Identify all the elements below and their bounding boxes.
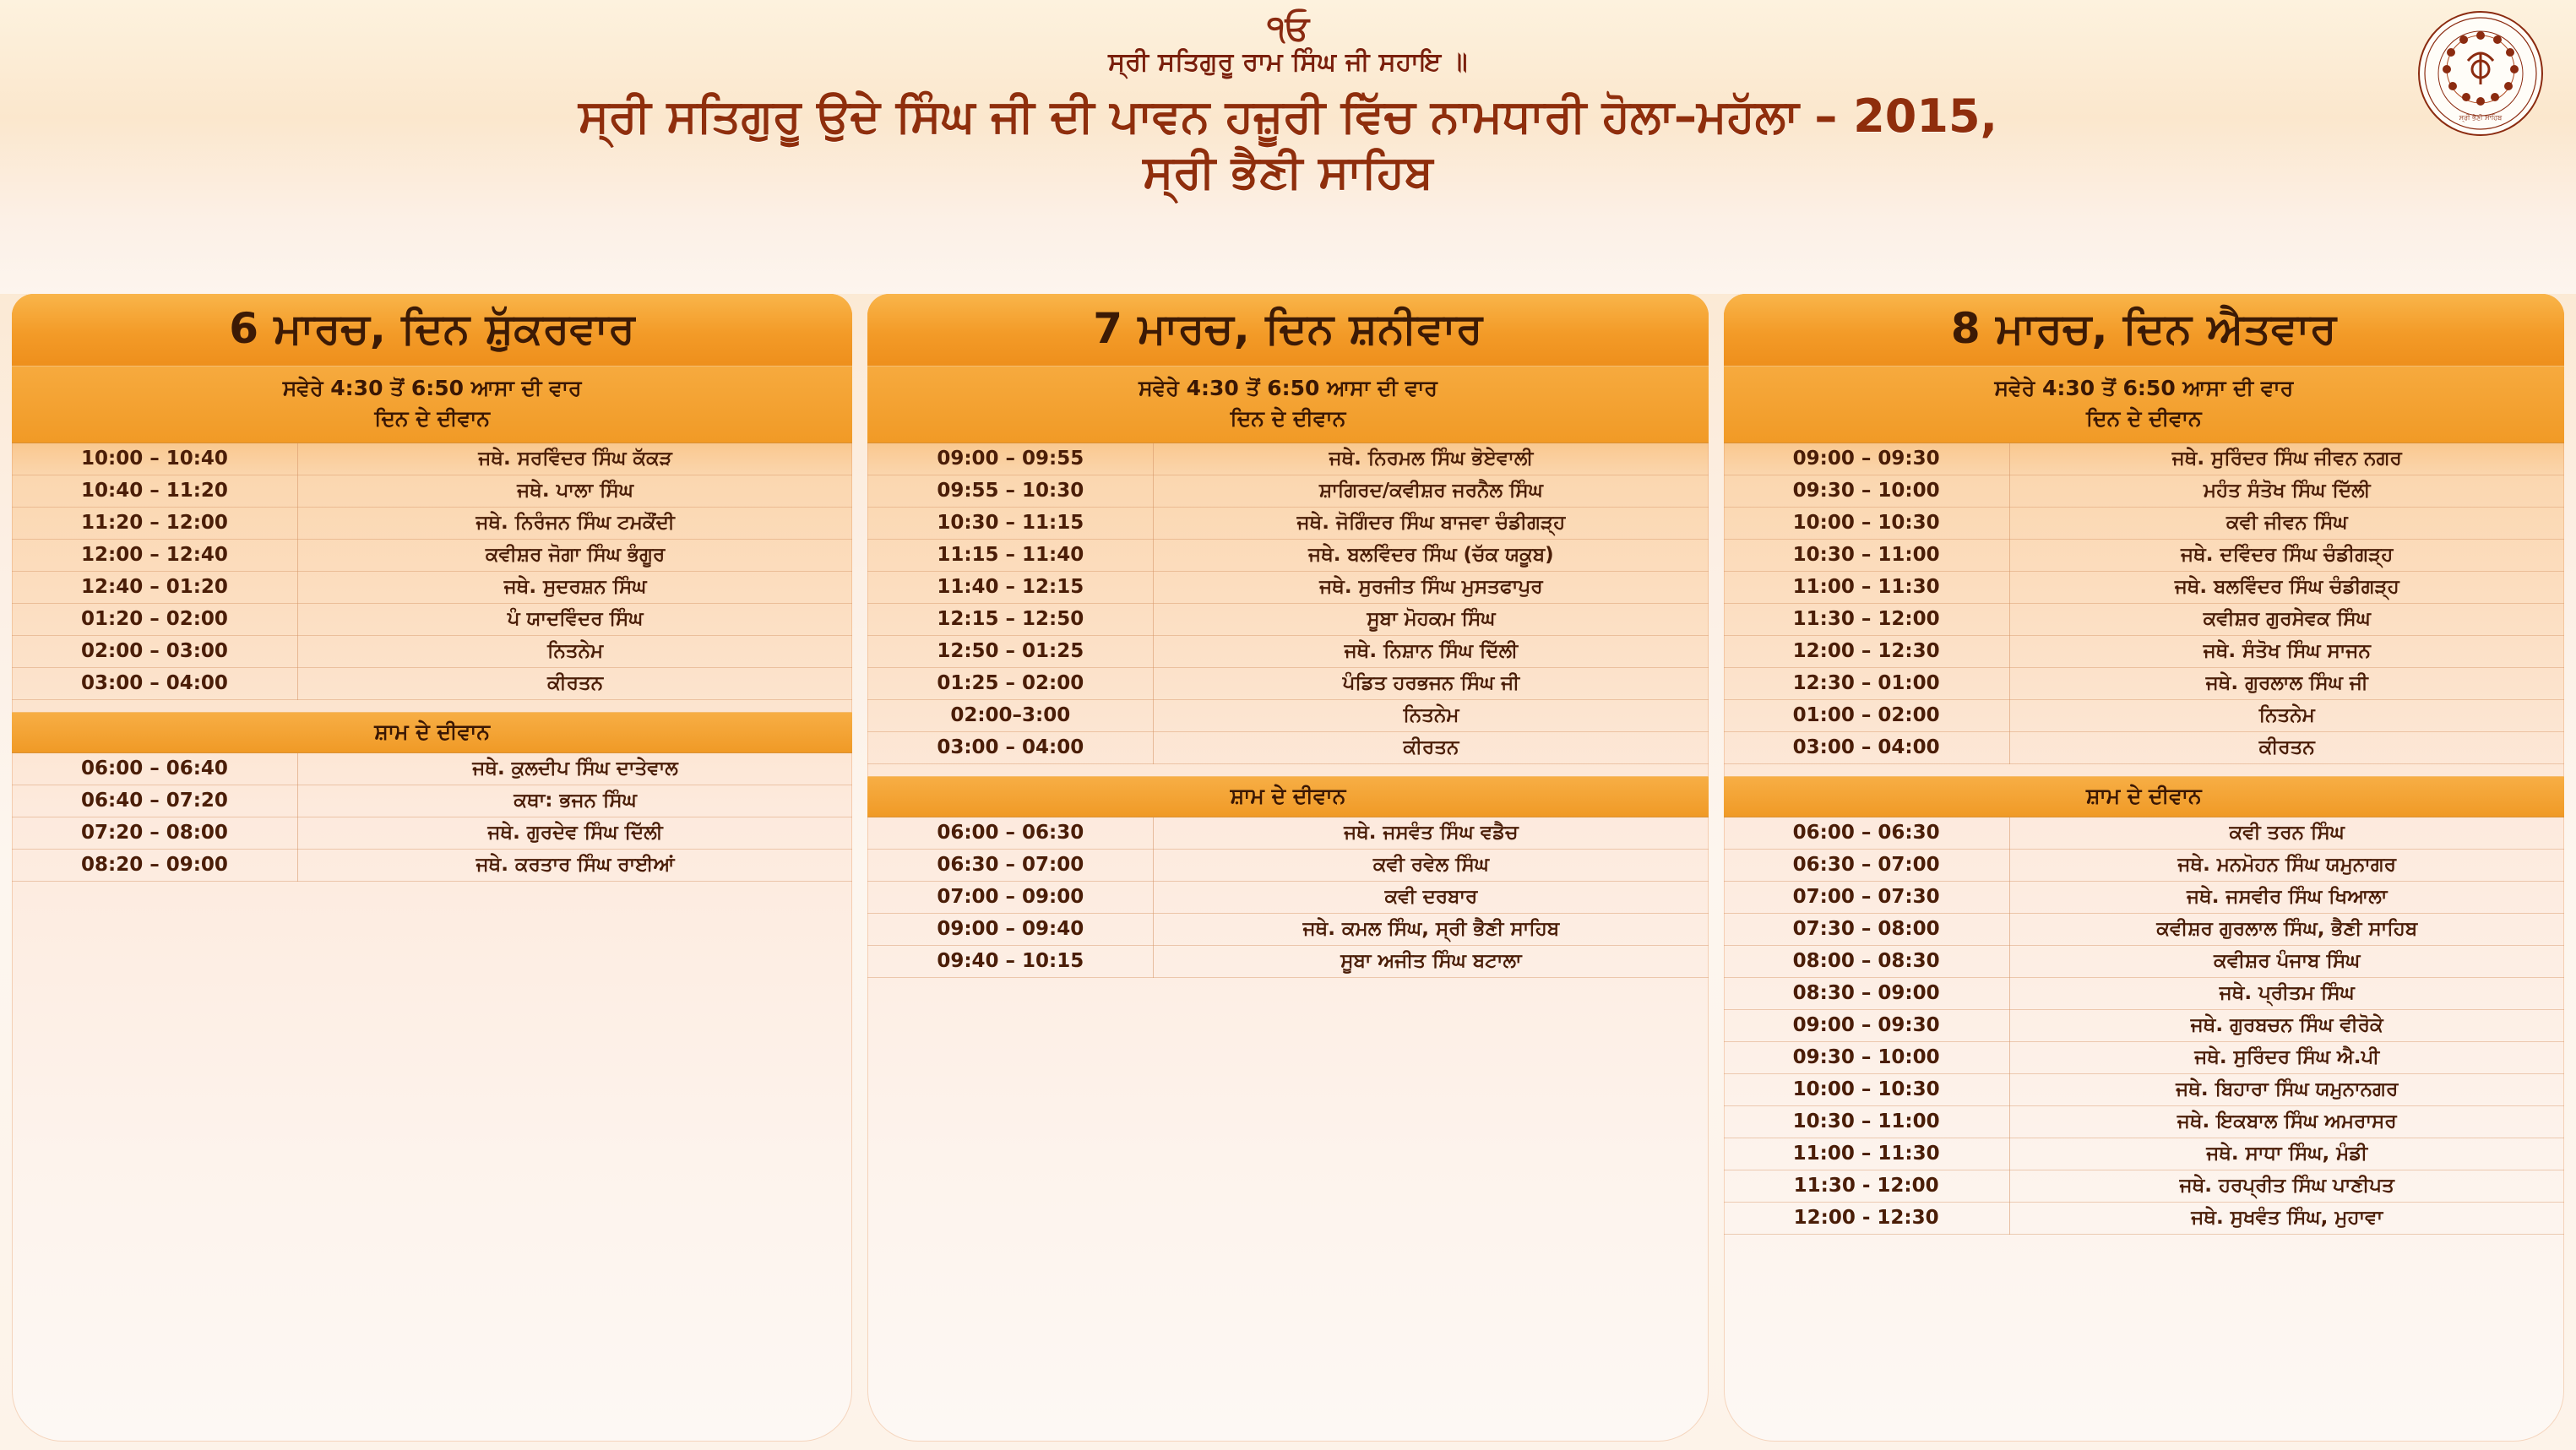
row-name: ਕਵੀਸ਼ਰ ਗੁਰਲਾਲ ਸਿੰਘ, ਭੈਣੀ ਸਾਹਿਬ: [2009, 913, 2564, 945]
row-time: 09:00 – 09:40: [867, 913, 1153, 945]
page-title-line1: ਸ੍ਰੀ ਸਤਿਗੁਰੂ ਉਦੇ ਸਿੰਘ ਜੀ ਦੀ ਪਾਵਨ ਹਜ਼ੂਰੀ ਵਿੱਚ ਨਾਮਧਾਰੀ ਹੋਲਾ–ਮਹੱਲਾ – 2015,: [578, 90, 1998, 143]
row-name: ਕੀਰਤਨ: [1154, 731, 1709, 763]
row-time: 01:25 – 02:00: [867, 667, 1153, 699]
row-name: ਜਥੇ. ਸੁਰਜੀਤ ਸਿੰਘ ਮੁਸਤਫਾਪੁਰ: [1154, 571, 1709, 603]
table-row: [1724, 603, 2564, 635]
row-time: 07:00 – 09:00: [867, 881, 1153, 913]
table-row: [12, 475, 852, 507]
table-row: [1724, 635, 2564, 667]
table-row: [867, 817, 1708, 850]
asa-di-var-line-2: ਸਵੇਰੇ 4:30 ਤੋਂ 6:50 ਆਸਾ ਦੀ ਵਾਰ: [1139, 376, 1437, 400]
row-name: ਨਿਤਨੇਮ: [2009, 699, 2564, 731]
row-time: 12:15 – 12:50: [867, 603, 1153, 635]
row-name: ਜਥੇ. ਕੁਲਦੀਪ ਸਿੰਘ ਦਾਤੇਵਾਲ: [297, 753, 852, 785]
row-time: 03:00 – 04:00: [1724, 731, 2009, 763]
row-time: 02:00 – 03:00: [12, 635, 297, 667]
row-time: 03:00 – 04:00: [867, 731, 1153, 763]
row-name: ਕਵੀ ਦਰਬਾਰ: [1154, 881, 1709, 913]
row-name: ਜਥੇ. ਬਲਵਿੰਦਰ ਸਿੰਘ ਚੰਡੀਗੜ੍ਹ: [2009, 571, 2564, 603]
row-time: 11:30 - 12:00: [1724, 1170, 2009, 1202]
morning-table-1: [12, 443, 852, 700]
row-time: 10:40 – 11:20: [12, 475, 297, 507]
ik-onkar-symbol: ੧ਓ: [1266, 9, 1310, 48]
table-row: [867, 571, 1708, 603]
row-name: ਜਥੇ. ਕਰਤਾਰ ਸਿੰਘ ਰਾਈਆਂ: [297, 849, 852, 881]
row-name: ਜਥੇ. ਜਸਵੀਰ ਸਿੰਘ ਖਿਆਲਾ: [2009, 881, 2564, 913]
table-row: [1724, 977, 2564, 1009]
table-row: [867, 475, 1708, 507]
row-name: ਜਥੇ. ਸੁਰਿੰਦਰ ਸਿੰਘ ਐ.ਪੀ: [2009, 1041, 2564, 1073]
table-row: [1724, 507, 2564, 539]
day-band-1: [12, 366, 852, 443]
table-row: [867, 667, 1708, 699]
table-row: [12, 507, 852, 539]
row-time: 11:20 – 12:00: [12, 507, 297, 539]
table-row: [867, 913, 1708, 945]
row-name: ਕਵੀਸ਼ਰ ਪੰਜਾਬ ਸਿੰਘ: [2009, 945, 2564, 977]
row-time: 09:30 – 10:00: [1724, 475, 2009, 507]
row-time: 07:00 – 07:30: [1724, 881, 2009, 913]
table-row: [867, 603, 1708, 635]
table-row: [1724, 913, 2564, 945]
row-name: ਕਵੀਸ਼ਰ ਗੁਰਸੇਵਕ ਸਿੰਘ: [2009, 603, 2564, 635]
row-time: 10:00 – 10:30: [1724, 507, 2009, 539]
row-time: 12:00 – 12:30: [1724, 635, 2009, 667]
row-time: 07:20 – 08:00: [12, 817, 297, 849]
row-time: 09:00 – 09:30: [1724, 443, 2009, 475]
row-time: 09:30 – 10:00: [1724, 1041, 2009, 1073]
row-name: ਜਥੇ. ਸੰਤੋਖ ਸਿੰਘ ਸਾਜਨ: [2009, 635, 2564, 667]
invocation-line: ਸ੍ਰੀ ਸਤਿਗੁਰੂ ਰਾਮ ਸਿੰਘ ਜੀ ਸਹਾਇ ॥: [1108, 47, 1468, 77]
table-row: [1724, 1170, 2564, 1202]
row-name: ਜਥੇ. ਨਿਰੰਜਨ ਸਿੰਘ ਟਮਕੌਂਦੀ: [297, 507, 852, 539]
row-name: ਜਥੇ. ਬਲਵਿੰਦਰ ਸਿੰਘ (ਚੱਕ ਯਕੂਬ): [1154, 539, 1709, 571]
row-time: 12:30 – 01:00: [1724, 667, 2009, 699]
table-row: [12, 785, 852, 817]
row-time: 11:40 – 12:15: [867, 571, 1153, 603]
table-row: [1724, 1105, 2564, 1138]
row-name: ਨਿਤਨੇਮ: [297, 635, 852, 667]
row-time: 03:00 – 04:00: [12, 667, 297, 699]
table-row: [1724, 1202, 2564, 1234]
row-time: 10:00 – 10:30: [1724, 1073, 2009, 1105]
day-diwan-label-1: ਦਿਨ ਦੇ ਦੀਵਾਨ: [374, 406, 490, 432]
table-row: [12, 667, 852, 699]
table-row: [1724, 571, 2564, 603]
row-name: ਜਥੇ. ਬਿਹਾਰਾ ਸਿੰਘ ਯਮੁਨਾਨਗਰ: [2009, 1073, 2564, 1105]
morning-table-3: [1724, 443, 2564, 764]
day-column-1: [12, 294, 852, 1442]
row-name: ਜਥੇ. ਗੁਰਦੇਵ ਸਿੰਘ ਦਿੱਲੀ: [297, 817, 852, 849]
row-time: 12:40 – 01:20: [12, 571, 297, 603]
asa-di-var-line-1: ਸਵੇਰੇ 4:30 ਤੋਂ 6:50 ਆਸਾ ਦੀ ਵਾਰ: [282, 376, 582, 400]
table-row: [12, 571, 852, 603]
day-band-3: [1724, 366, 2564, 443]
row-time: 11:30 – 12:00: [1724, 603, 2009, 635]
row-time: 09:00 – 09:30: [1724, 1009, 2009, 1041]
evening-table-3: [1724, 817, 2564, 1235]
table-row: [1724, 1073, 2564, 1105]
row-name: ਜਥੇ. ਇਕਬਾਲ ਸਿੰਘ ਅਮਰਾਸਰ: [2009, 1105, 2564, 1138]
row-time: 11:00 – 11:30: [1724, 1138, 2009, 1170]
row-time: 08:30 – 09:00: [1724, 977, 2009, 1009]
svg-text:ਸ੍ਰੀ ਭੈਣੀ ਸਾਹਿਬ: ਸ੍ਰੀ ਭੈਣੀ ਸਾਹਿਬ: [2459, 114, 2503, 122]
row-name: ਜਥੇ. ਸੁਦਰਸ਼ਨ ਸਿੰਘ: [297, 571, 852, 603]
row-name: ਨਿਤਨੇਮ: [1154, 699, 1709, 731]
row-time: 09:55 – 10:30: [867, 475, 1153, 507]
row-time: 08:20 – 09:00: [12, 849, 297, 881]
table-row: [867, 539, 1708, 571]
row-name: ਕਵੀਸ਼ਰ ਜੋਗਾ ਸਿੰਘ ਭੰਗੂਰ: [297, 539, 852, 571]
row-time: 01:00 – 02:00: [1724, 699, 2009, 731]
schedule-columns: [0, 294, 2576, 1450]
row-name: ਪੰ ਯਾਦਵਿੰਦਰ ਸਿੰਘ: [297, 603, 852, 635]
table-row: [1724, 881, 2564, 913]
row-name: ਜਥੇ. ਗੁਰਬਚਨ ਸਿੰਘ ਵੀਰੋਕੇ: [2009, 1009, 2564, 1041]
row-name: ਕੀਰਤਨ: [2009, 731, 2564, 763]
row-name: ਸੂਬਾ ਅਜੀਤ ਸਿੰਘ ਬਟਾਲਾ: [1154, 945, 1709, 977]
row-name: ਜਥੇ. ਨਿਰਮਲ ਸਿੰਘ ਭੋਏਵਾਲੀ: [1154, 443, 1709, 475]
evening-band-1: ਸ਼ਾਮ ਦੇ ਦੀਵਾਨ: [12, 712, 852, 753]
row-name: ਜਥੇ. ਸਾਧਾ ਸਿੰਘ, ਮੰਡੀ: [2009, 1138, 2564, 1170]
row-name: ਕਵੀ ਤਰਨ ਸਿੰਘ: [2009, 817, 2564, 850]
evening-band-2: ਸ਼ਾਮ ਦੇ ਦੀਵਾਨ: [867, 776, 1708, 817]
table-row: [867, 699, 1708, 731]
table-row: [12, 635, 852, 667]
page-title-line2: ਸ੍ਰੀ ਭੈਣੀ ਸਾਹਿਬ: [1143, 144, 1433, 198]
table-row: [1724, 475, 2564, 507]
table-row: [1724, 667, 2564, 699]
day-column-3: [1724, 294, 2564, 1442]
table-row: [1724, 699, 2564, 731]
table-row: [1724, 443, 2564, 475]
day-column-2: [867, 294, 1708, 1442]
table-row: [1724, 1138, 2564, 1170]
row-name: ਕੀਰਤਨ: [297, 667, 852, 699]
table-row: [12, 753, 852, 785]
row-name: ਜਥੇ. ਦਵਿੰਦਰ ਸਿੰਘ ਚੰਡੀਗੜ੍ਹ: [2009, 539, 2564, 571]
row-name: ਮਹੰਤ ਸੰਤੋਖ ਸਿੰਘ ਦਿੱਲੀ: [2009, 475, 2564, 507]
row-name: ਕਵੀ ਜੀਵਨ ਸਿੰਘ: [2009, 507, 2564, 539]
row-name: ਜਥੇ. ਸੁਰਿੰਦਰ ਸਿੰਘ ਜੀਵਨ ਨਗਰ: [2009, 443, 2564, 475]
table-row: [867, 945, 1708, 977]
row-name: ਜਥੇ. ਪ੍ਰੀਤਮ ਸਿੰਘ: [2009, 977, 2564, 1009]
row-name: ਜਥੇ. ਮਨਮੋਹਨ ਸਿੰਘ ਯਮੁਨਾਗਰ: [2009, 849, 2564, 881]
row-time: 06:30 – 07:00: [867, 849, 1153, 881]
row-name: ਜਥੇ. ਕਮਲ ਸਿੰਘ, ਸ੍ਰੀ ਭੈਣੀ ਸਾਹਿਬ: [1154, 913, 1709, 945]
row-time: 12:00 – 12:40: [12, 539, 297, 571]
row-time: 08:00 – 08:30: [1724, 945, 2009, 977]
organization-logo-icon: [2417, 10, 2544, 137]
row-time: 10:30 – 11:15: [867, 507, 1153, 539]
row-time: 02:00–3:00: [867, 699, 1153, 731]
row-name: ਜਥੇ. ਸੁਖਵੰਤ ਸਿੰਘ, ਮੁਹਾਵਾ: [2009, 1202, 2564, 1234]
evening-band-3: ਸ਼ਾਮ ਦੇ ਦੀਵਾਨ: [1724, 776, 2564, 817]
row-time: 06:00 – 06:40: [12, 753, 297, 785]
row-name: ਸ਼ਾਗਿਰਦ/ਕਵੀਸ਼ਰ ਜਰਨੈਲ ਸਿੰਘ: [1154, 475, 1709, 507]
row-name: ਕਵੀ ਰਵੇਲ ਸਿੰਘ: [1154, 849, 1709, 881]
row-name: ਜਥੇ. ਸਰਵਿੰਦਰ ਸਿੰਘ ਕੱਕੜ: [297, 443, 852, 475]
table-row: [1724, 731, 2564, 763]
table-row: [1724, 817, 2564, 850]
day-diwan-label-2: ਦਿਨ ਦੇ ਦੀਵਾਨ: [1230, 406, 1346, 432]
table-row: [1724, 539, 2564, 571]
page-header: [0, 0, 2576, 294]
morning-table-2: [867, 443, 1708, 764]
row-name: ਜਥੇ. ਨਿਸ਼ਾਨ ਸਿੰਘ ਦਿੱਲੀ: [1154, 635, 1709, 667]
table-row: [12, 539, 852, 571]
day-header-1: [12, 294, 852, 366]
table-row: [867, 635, 1708, 667]
evening-table-2: [867, 817, 1708, 978]
table-row: [867, 731, 1708, 763]
row-name: ਪੰਡਿਤ ਹਰਭਜਨ ਸਿੰਘ ਜੀ: [1154, 667, 1709, 699]
table-row: [1724, 849, 2564, 881]
day-band-2: [867, 366, 1708, 443]
row-time: 06:00 – 06:30: [867, 817, 1153, 850]
row-time: 06:30 – 07:00: [1724, 849, 2009, 881]
row-time: 06:00 – 06:30: [1724, 817, 2009, 850]
row-time: 09:00 – 09:55: [867, 443, 1153, 475]
table-row: [867, 881, 1708, 913]
row-time: 09:40 – 10:15: [867, 945, 1153, 977]
row-time: 01:20 – 02:00: [12, 603, 297, 635]
day-heading-3: 8 ਮਾਰਚ, ਦਿਨ ਐਤਵਾਰ: [1950, 304, 2337, 353]
row-time: 12:50 – 01:25: [867, 635, 1153, 667]
row-name: ਜਥੇ. ਜੋਗਿੰਦਰ ਸਿੰਘ ਬਾਜਵਾ ਚੰਡੀਗੜ੍ਹ: [1154, 507, 1709, 539]
evening-table-1: [12, 753, 852, 882]
table-row: [12, 443, 852, 475]
asa-di-var-line-3: ਸਵੇਰੇ 4:30 ਤੋਂ 6:50 ਆਸਾ ਦੀ ਵਾਰ: [1994, 376, 2294, 400]
table-row: [12, 849, 852, 881]
table-row: [12, 603, 852, 635]
table-row: [867, 849, 1708, 881]
day-heading-1: 6 ਮਾਰਚ, ਦਿਨ ਸ਼ੁੱਕਰਵਾਰ: [229, 304, 636, 353]
row-name: ਸੂਬਾ ਮੋਹਕਮ ਸਿੰਘ: [1154, 603, 1709, 635]
row-time: 11:00 – 11:30: [1724, 571, 2009, 603]
day-header-2: [867, 294, 1708, 366]
table-row: [1724, 945, 2564, 977]
row-name: ਜਥੇ. ਗੁਰਲਾਲ ਸਿੰਘ ਜੀ: [2009, 667, 2564, 699]
row-name: ਕਥਾ: ਭਜਨ ਸਿੰਘ: [297, 785, 852, 817]
row-time: 10:30 – 11:00: [1724, 539, 2009, 571]
row-time: 06:40 – 07:20: [12, 785, 297, 817]
page-title: [0, 89, 2576, 200]
row-name: ਜਥੇ. ਹਰਪ੍ਰੀਤ ਸਿੰਘ ਪਾਣੀਪਤ: [2009, 1170, 2564, 1202]
row-name: ਜਥੇ. ਪਾਲਾ ਸਿੰਘ: [297, 475, 852, 507]
row-time: 10:30 – 11:00: [1724, 1105, 2009, 1138]
table-row: [867, 443, 1708, 475]
day-heading-2: 7 ਮਾਰਚ, ਦਿਨ ਸ਼ਨੀਵਾਰ: [1093, 304, 1483, 353]
table-row: [867, 507, 1708, 539]
table-row: [1724, 1041, 2564, 1073]
day-header-3: [1724, 294, 2564, 366]
row-time: 12:00 - 12:30: [1724, 1202, 2009, 1234]
row-time: 07:30 – 08:00: [1724, 913, 2009, 945]
row-time: 10:00 – 10:40: [12, 443, 297, 475]
table-row: [12, 817, 852, 849]
row-time: 11:15 – 11:40: [867, 539, 1153, 571]
row-name: ਜਥੇ. ਜਸਵੰਤ ਸਿੰਘ ਵਡੈਚ: [1154, 817, 1709, 850]
day-diwan-label-3: ਦਿਨ ਦੇ ਦੀਵਾਨ: [2085, 406, 2202, 432]
table-row: [1724, 1009, 2564, 1041]
